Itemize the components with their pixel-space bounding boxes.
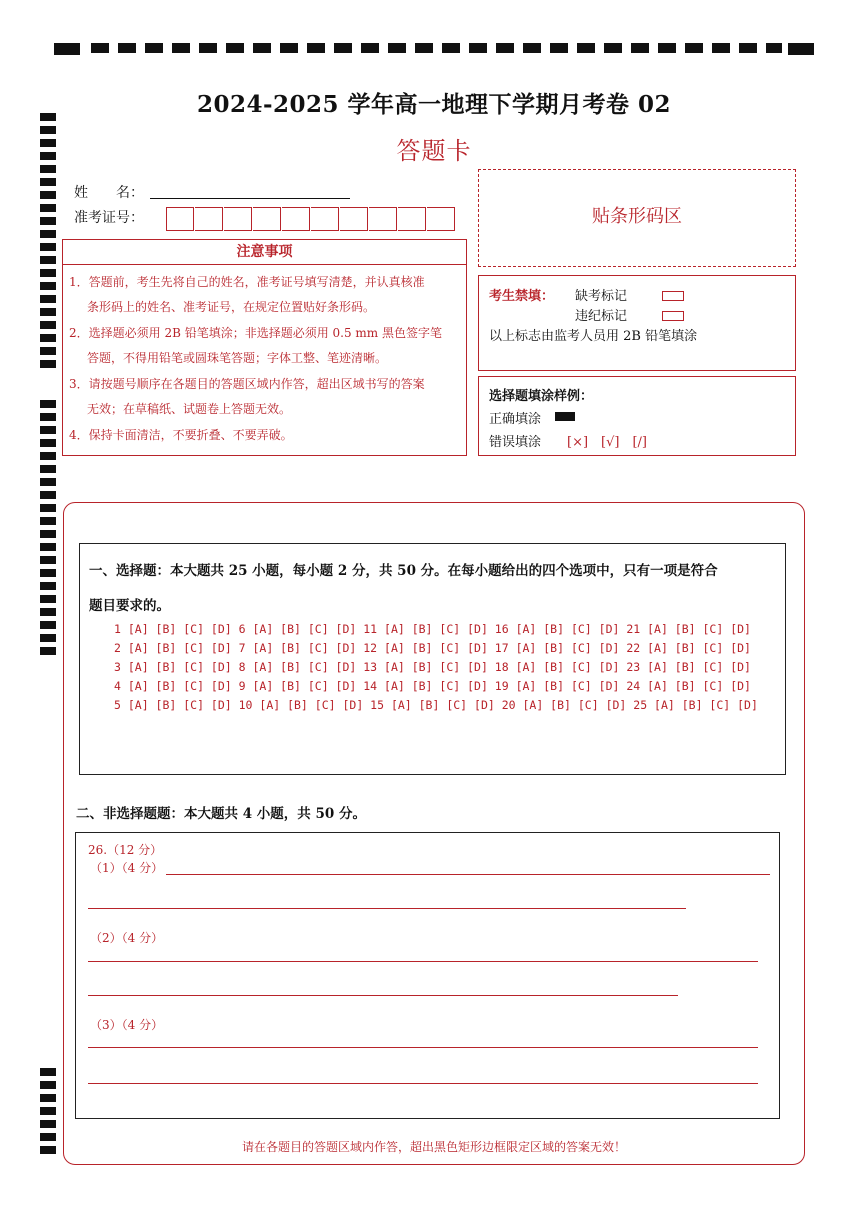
notice-line: 无效；在草稿纸、试题卷上答题无效。 [87, 402, 292, 416]
exam-id-label: 准考证号： [74, 210, 144, 226]
mc-row[interactable]: 3 [A] [B] [C] [D] 8 [A] [B] [C] [D] 13 [A] [B] [C] [D] 18 [A] [B] [C] [D] 23 [A] [B] [C] [D] [114, 660, 751, 674]
timing-mark [40, 243, 56, 251]
answer-line[interactable] [88, 1083, 758, 1084]
id-digit-box[interactable] [340, 207, 368, 231]
id-digit-box[interactable] [253, 207, 281, 231]
timing-mark [40, 439, 56, 447]
timing-mark [40, 165, 56, 173]
q26-part1-label: （1）（4 分） [90, 861, 164, 875]
timing-mark [40, 178, 56, 186]
timing-mark [40, 582, 56, 590]
violation-label: 违纪标记 [575, 309, 628, 324]
mc-heading: 一、选择题：本大题共 25 小题，每小题 2 分，共 50 分。在每小题给出的四个选项中，只有一项是符合 [89, 563, 718, 579]
example-title: 选择题填涂样例： [489, 389, 594, 404]
id-digit-box[interactable] [224, 207, 252, 231]
timing-mark [40, 543, 56, 551]
absent-checkbox[interactable] [662, 291, 684, 301]
timing-mark [40, 269, 56, 277]
notice-title: 注意事项 [62, 239, 467, 265]
mc-row[interactable]: 1 [A] [B] [C] [D] 6 [A] [B] [C] [D] 11 [A] [B] [C] [D] 16 [A] [B] [C] [D] 21 [A] [B] [C] [D] [114, 622, 751, 636]
timing-mark [40, 1107, 56, 1115]
id-digit-box[interactable] [282, 207, 310, 231]
timing-mark [40, 308, 56, 316]
timing-mark [40, 256, 56, 264]
answer-line[interactable] [88, 995, 678, 996]
timing-mark [40, 217, 56, 225]
timing-mark [40, 1120, 56, 1128]
notice-line: 4．保持卡面清洁，不要折叠、不要弄破。 [69, 428, 293, 442]
notice-line: 条形码上的姓名、准考证号，在规定位置贴好条形码。 [87, 300, 376, 314]
id-digit-box[interactable] [427, 207, 455, 231]
id-digit-box[interactable] [311, 207, 339, 231]
q26-part2-label: （2）（4 分） [90, 931, 164, 945]
barcode-area: 贴条形码区 [478, 169, 796, 267]
timing-mark [40, 1094, 56, 1102]
mc-row[interactable]: 5 [A] [B] [C] [D] 10 [A] [B] [C] [D] 15 [A] [B] [C] [D] 20 [A] [B] [C] [D] 25 [A] [B] [C] [D] [114, 698, 758, 712]
timing-mark [40, 413, 56, 421]
timing-mark [40, 478, 56, 486]
timing-mark [40, 647, 56, 655]
proctor-title: 考生禁填： [489, 289, 555, 304]
mc-row[interactable]: 4 [A] [B] [C] [D] 9 [A] [B] [C] [D] 14 [A] [B] [C] [D] 19 [A] [B] [C] [D] 24 [A] [B] [C] [D] [114, 679, 751, 693]
timing-mark [40, 556, 56, 564]
timing-mark [40, 426, 56, 434]
wrong-fill-samples: [×] [√] [/] [567, 435, 647, 450]
timing-mark [40, 321, 56, 329]
timing-mark [40, 504, 56, 512]
answer-line[interactable] [88, 961, 758, 962]
correct-fill-sample [555, 412, 575, 421]
timing-mark [40, 621, 56, 629]
name-label: 姓 名： [74, 185, 144, 201]
non-mc-heading: 二、非选择题题：本大题共 4 小题，共 50 分。 [76, 806, 366, 822]
timing-mark [40, 282, 56, 290]
card-subtitle: 答题卡 [396, 137, 472, 165]
exam-title: 2024-2025 学年高一地理下学期月考卷 02 [196, 91, 672, 118]
id-digit-box[interactable] [369, 207, 397, 231]
timing-mark [40, 569, 56, 577]
mc-heading-cont: 题目要求的。 [89, 598, 170, 614]
answer-line[interactable] [88, 1047, 758, 1048]
timing-mark [40, 1081, 56, 1089]
timing-mark [40, 230, 56, 238]
timing-mark [40, 1068, 56, 1076]
id-digit-box[interactable] [166, 207, 194, 231]
timing-mark [40, 400, 56, 408]
absent-label: 缺考标记 [575, 289, 628, 304]
timing-mark [40, 608, 56, 616]
notice-line: 1．答题前，考生先将自己的姓名，准考证号填写清楚，并认真核准 [69, 275, 425, 289]
timing-mark [40, 204, 56, 212]
correct-fill-label: 正确填涂 [489, 412, 542, 427]
q26-label: 26.（12 分） [88, 843, 163, 857]
timing-mark [40, 334, 56, 342]
answer-line[interactable] [88, 908, 686, 909]
timing-mark [40, 465, 56, 473]
timing-mark [40, 491, 56, 499]
name-field[interactable] [150, 198, 350, 199]
mc-row[interactable]: 2 [A] [B] [C] [D] 7 [A] [B] [C] [D] 12 [A] [B] [C] [D] 17 [A] [B] [C] [D] 22 [A] [B] [C] [D] [114, 641, 751, 655]
answer-line[interactable] [166, 874, 770, 875]
timing-mark [40, 191, 56, 199]
notice-line: 3．请按题号顺序在各题目的答题区域内作答，超出区域书写的答案 [69, 377, 425, 391]
timing-mark [40, 530, 56, 538]
id-digit-box[interactable] [195, 207, 223, 231]
id-digit-box[interactable] [398, 207, 426, 231]
notice-line: 答题，不得用铅笔或圆珠笔答题；字体工整、笔迹清晰。 [87, 351, 388, 365]
timing-mark [40, 517, 56, 525]
proctor-note: 以上标志由监考人员用 2B 铅笔填涂 [489, 329, 698, 344]
footer-warning: 请在各题目的答题区域内作答，超出黑色矩形边框限定区域的答案无效！ [241, 1140, 626, 1154]
notice-box [62, 264, 467, 456]
proctor-only-box [478, 275, 796, 371]
fill-example-box [478, 376, 796, 456]
q26-part3-label: （3）（4 分） [90, 1018, 164, 1032]
timing-mark [40, 347, 56, 355]
timing-mark [40, 295, 56, 303]
wrong-fill-label: 错误填涂 [489, 435, 542, 450]
violation-checkbox[interactable] [662, 311, 684, 321]
timing-mark [40, 595, 56, 603]
multiple-choice-box [79, 543, 786, 775]
timing-mark [40, 452, 56, 460]
timing-mark [40, 634, 56, 642]
question-26-box[interactable] [75, 832, 780, 1119]
timing-mark [40, 360, 56, 368]
notice-line: 2．选择题必须用 2B 铅笔填涂；非选择题必须用 0.5 mm 黑色签字笔 [69, 326, 443, 340]
